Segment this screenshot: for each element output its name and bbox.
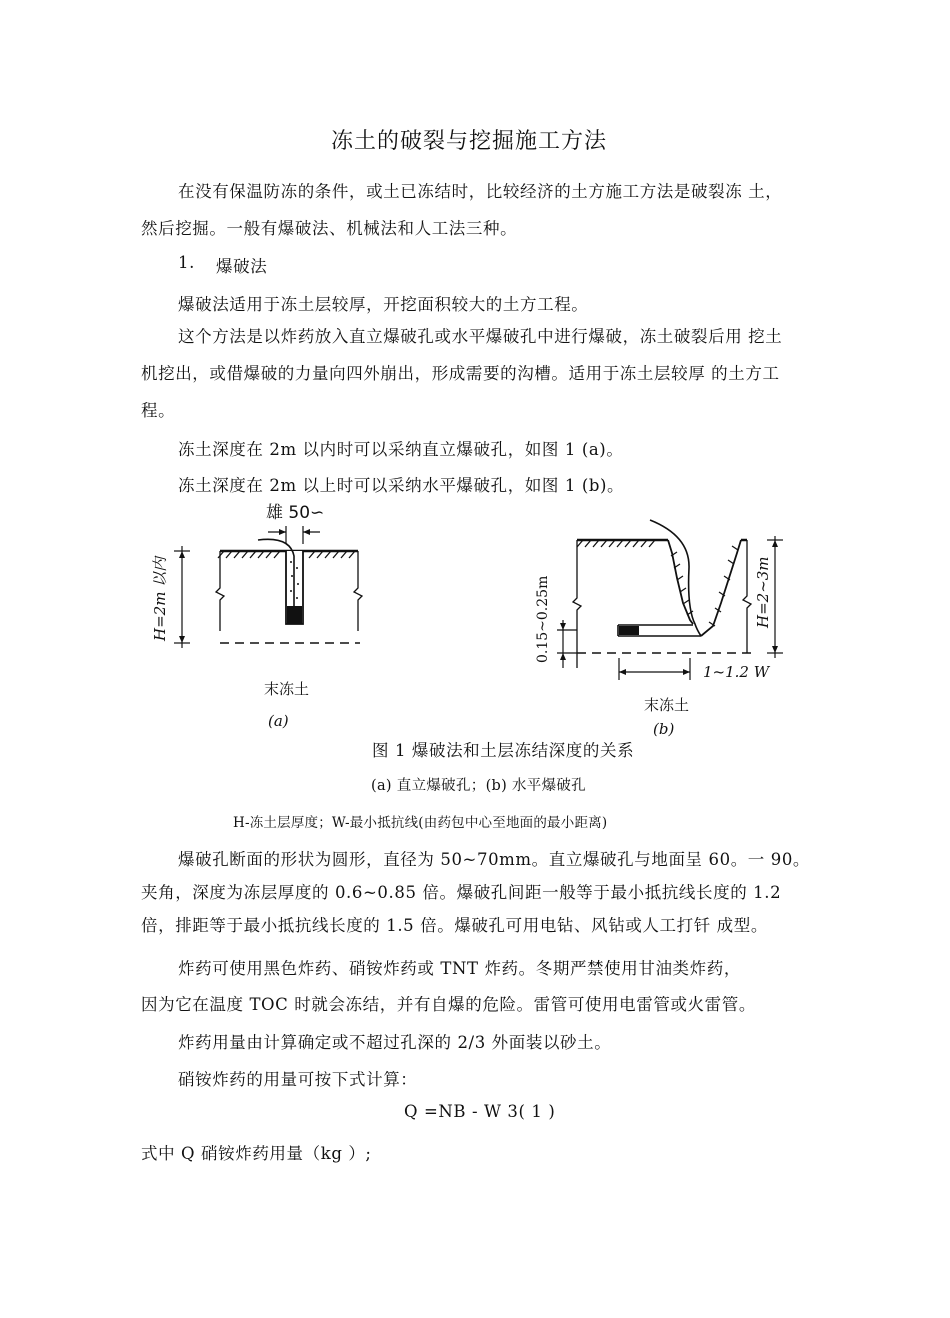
paragraph-7-line-1: 炸药可使用黑色炸药、硝铵炸药或 TNT 炸药。冬期严禁使用甘油类炸药， [178,959,741,978]
paragraph-3-line-2: 机挖出，或借爆破的力量向四外崩出，形成需要的沟槽。适用于冻土层较厚 的土方工 [141,364,780,383]
paragraph-2: 爆破法适用于冻土层较厚，开挖面积较大的土方工程。 [178,295,589,314]
section-heading-number: 1. [178,253,195,272]
paragraph-1-line-2: 然后挖掘。一般有爆破法、机械法和人工法三种。 [141,219,518,238]
figure-b-depth-label: H=2~3m [754,556,772,628]
figure-b-horizontal-blast-hole [525,508,815,740]
paragraph-9: 硝铵炸药的用量可按下式计算： [178,1070,418,1089]
figure-a-vertical-blast-hole [140,496,410,736]
paragraph-8: 炸药用量由计算确定或不超过孔深的 2/3 外面装以砂土。 [178,1033,612,1052]
figure-b-offset-label: 0.15~0.25m [535,575,551,663]
paragraph-1-line-1: 在没有保温防冻的条件，或土已冻结时，比较经济的土方施工方法是破裂冻 土， [178,182,783,201]
formula: Q =NB - W 3( 1 ) [404,1102,556,1121]
figure-b-unfrozen-label: 末冻土 [644,696,690,714]
paragraph-10: 式中 Q 硝铵炸药用量（kg ）; [141,1144,372,1163]
paragraph-3-line-1: 这个方法是以炸药放入直立爆破孔或水平爆破孔中进行爆破，冻土破裂后用 挖土 [178,327,783,346]
figure-a-unfrozen-label: 末冻土 [264,680,310,698]
page-title: 冻土的破裂与挖掘施工方法 [331,129,608,154]
paragraph-4: 冻土深度在 2m 以内时可以采纳直立爆破孔，如图 1 (a)。 [178,440,624,459]
figure-a-depth-label: H=2m 以内 [151,556,169,641]
paragraph-6-line-3: 倍，排距等于最小抵抗线长度的 1.5 倍。爆破孔可用电钻、风钻或人工打钎 成型。 [141,916,768,935]
paragraph-7-line-2: 因为它在温度 TOC 时就会冻结，并有自爆的危险。雷管可使用电雷管或火雷管。 [141,995,756,1014]
figure-legend: H-冻土层厚度；W-最小抵抗线(由药包中心至地面的最小距离) [233,815,608,831]
paragraph-6-line-2: 夹角，深度为冻层厚度的 0.6~0.85 倍。爆破孔间距一般等于最小抵抗线长度的 1.2 [141,883,782,902]
section-heading: 爆破法 [216,257,268,276]
paragraph-3-line-3: 程。 [141,401,176,420]
paragraph-6-line-1: 爆破孔断面的形状为圆形，直径为 50~70mm。直立爆破孔与地面呈 60。一 90。 [178,850,811,869]
figure-a-top-label: 雄 50∽ [266,503,325,523]
paragraph-5: 冻土深度在 2m 以上时可以采纳水平爆破孔，如图 1 (b)。 [178,476,625,495]
figure-a-caption-letter: (a) [268,712,289,730]
figure-b-caption-letter: (b) [653,720,675,738]
figure-caption: 图 1 爆破法和土层冻结深度的关系 [372,741,635,760]
figure-b-resistance-label: 1~1.2 W [703,663,770,681]
figure-subcaption: (a) 直立爆破孔；(b) 水平爆破孔 [371,778,586,794]
